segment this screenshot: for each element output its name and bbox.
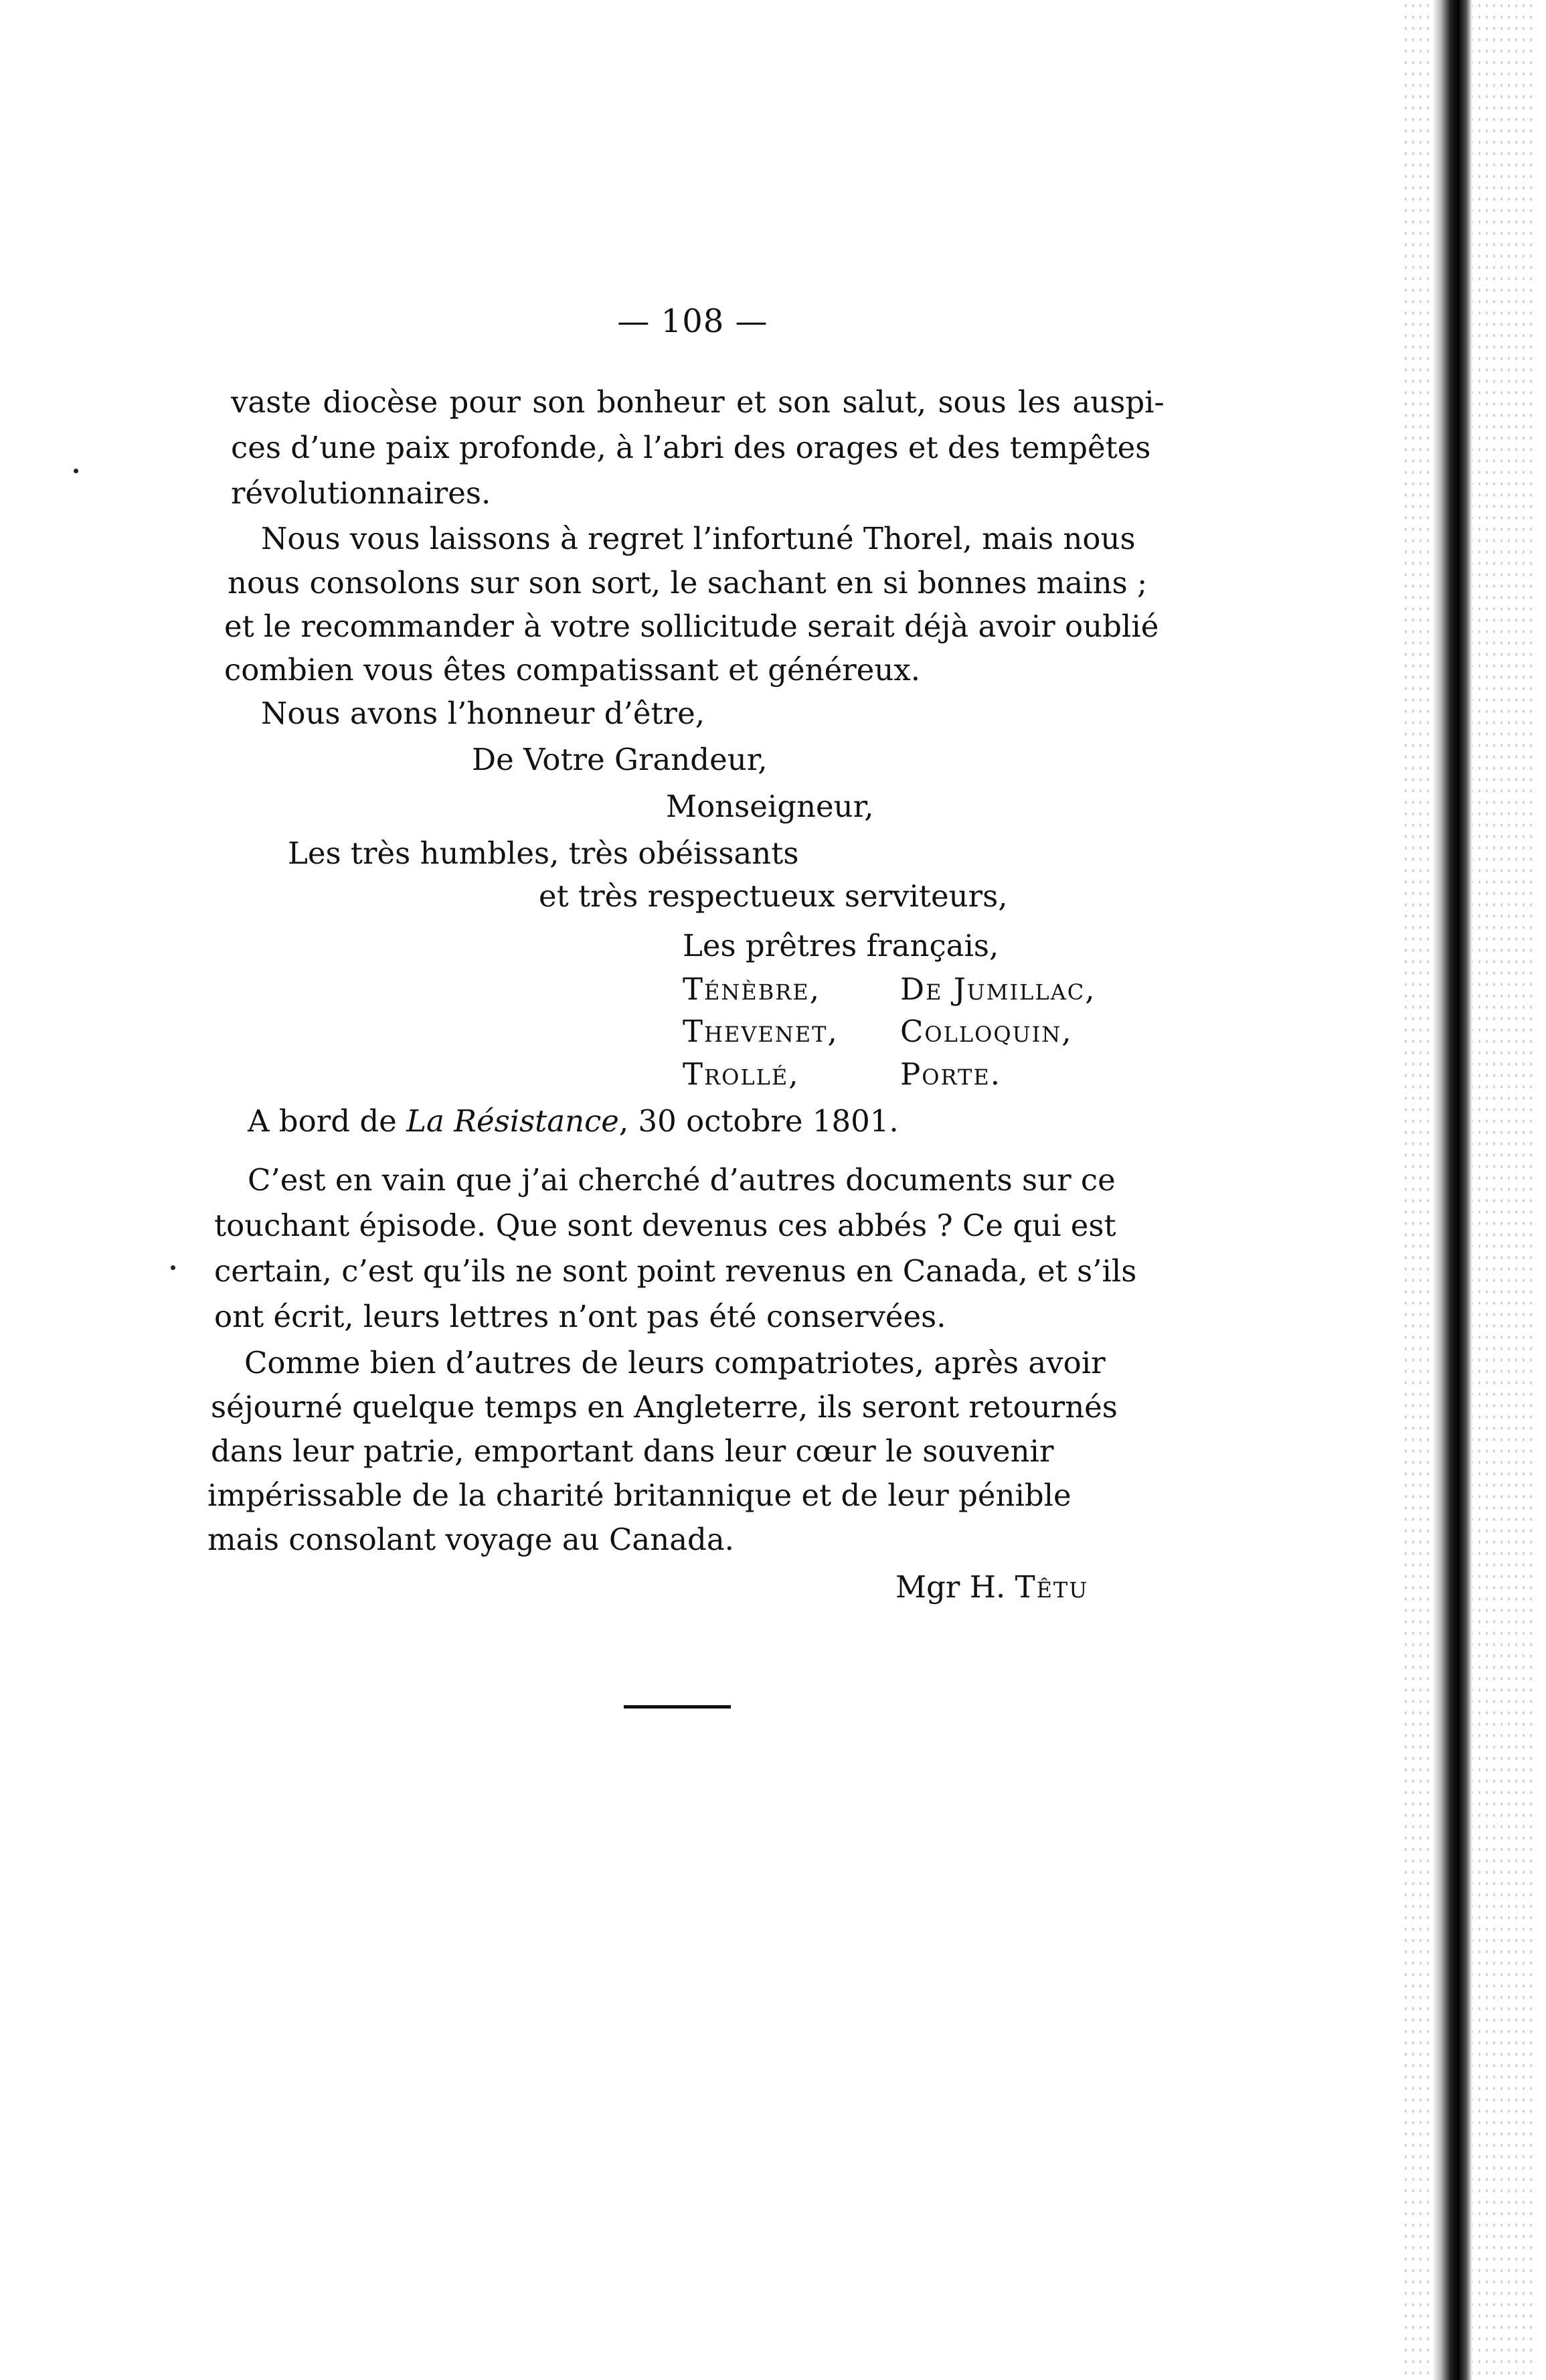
signatory-jumillac: De Jumillac,	[900, 971, 1096, 1007]
para4-line2: séjourné quelque temps en Angleterre, ils seront retournés	[211, 1389, 1118, 1425]
closing-rule	[624, 1705, 731, 1709]
dateline-ship: La Résistance	[406, 1103, 619, 1139]
para1-line2: ces d’une paix profonde, à l’abri des orages et des tempêtes	[231, 430, 1151, 465]
signatory-trolle: Trollé,	[683, 1056, 800, 1092]
para3-line1: C’est en vain que j’ai cherché d’autres documents sur ce	[248, 1162, 1116, 1198]
para4-line1: Comme bien d’autres de leurs compatriotes, après avoir	[244, 1345, 1106, 1380]
closing-humbles: Les très humbles, très obéissants	[288, 836, 799, 871]
para1-line1: vaste diocèse pour son bonheur et son salut, sous les auspi-	[231, 384, 1165, 420]
para1-line3: révolutionnaires.	[231, 475, 491, 511]
para3-line3: certain, c’est qu’ils ne sont point revenus en Canada, et s’ils	[214, 1253, 1137, 1289]
closing-respectueux: et très respectueux serviteurs,	[539, 878, 1008, 914]
dateline-prefix: A bord de	[248, 1103, 407, 1139]
binding-edge	[1432, 0, 1472, 2380]
speck	[74, 469, 78, 473]
page-number: — 108 —	[617, 303, 768, 340]
signatory-porte: Porte.	[900, 1056, 1002, 1092]
signatory-colloquin: Colloquin,	[900, 1014, 1073, 1049]
para2-line1: Nous vous laissons à regret l’infortuné Thorel, mais nous	[261, 521, 1136, 556]
para4-line3: dans leur patrie, emportant dans leur cœur le souvenir	[211, 1433, 1054, 1469]
para3-line2: touchant épisode. Que sont devenus ces abbés ? Ce qui est	[214, 1208, 1116, 1243]
para2-line3: et le recommander à votre sollicitude serait déjà avoir oublié	[224, 609, 1159, 644]
dateline	[248, 1099, 899, 1143]
author-prefix: Mgr H.	[895, 1569, 1015, 1605]
speck	[171, 1265, 175, 1270]
para4-line4: impérissable de la charité britannique et de leur pénible	[207, 1478, 1071, 1513]
para2-line2: nous consolons sur son sort, le sachant en si bonnes mains ;	[228, 565, 1148, 601]
closing-pretres: Les prêtres français,	[683, 928, 999, 963]
closing-honneur: Nous avons l’honneur d’être,	[261, 696, 705, 731]
closing-grandeur: De Votre Grandeur,	[472, 742, 768, 777]
para4-line5: mais consolant voyage au Canada.	[207, 1522, 734, 1557]
para2-line4: combien vous êtes compatissant et généreux.	[224, 652, 921, 688]
signatory-thevenet: Thevenet,	[683, 1014, 839, 1049]
closing-monseigneur: Monseigneur,	[666, 789, 874, 824]
dateline-suffix: , 30 octobre 1801.	[618, 1103, 899, 1139]
author-name: Têtu	[1015, 1569, 1089, 1605]
author-signature	[895, 1565, 1088, 1609]
signatory-tenebre: Ténèbre,	[683, 971, 821, 1007]
para3-line4: ont écrit, leurs lettres n’ont pas été conservées.	[214, 1299, 946, 1334]
